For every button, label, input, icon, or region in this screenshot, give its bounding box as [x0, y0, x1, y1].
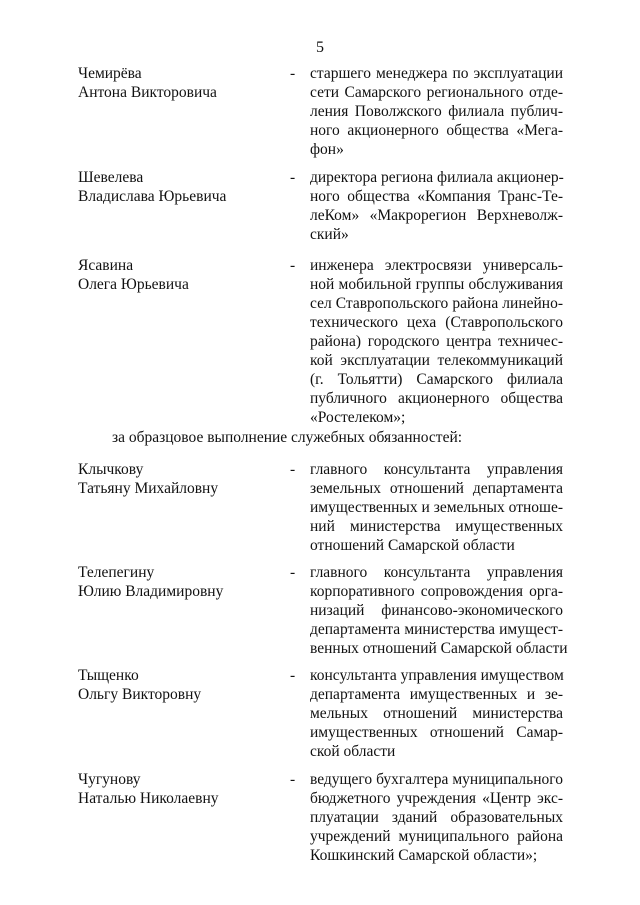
dash: -: [290, 257, 296, 274]
position-description: [310, 64, 563, 159]
description-line: фон»: [310, 141, 344, 158]
description-line: имущественных отношений Самар-: [310, 724, 563, 741]
description-line: ской области: [310, 743, 396, 760]
description-line: леКом» «Макрорегион Верхневолж-: [310, 207, 563, 224]
given-names: Антона Викторовича: [78, 84, 217, 101]
description-line: мельных отношений министерства: [310, 705, 563, 722]
description-line: учреждений муниципального района: [310, 828, 563, 845]
description-line: департамента министерства имущест-: [310, 621, 563, 638]
position-description: [310, 168, 563, 244]
description-line: «Ростелеком»;: [310, 409, 406, 426]
person-name: [78, 64, 278, 102]
person-name: [78, 666, 278, 704]
position-description: [310, 563, 568, 658]
position-description: [310, 770, 563, 865]
description-line: кой эксплуатации телекоммуникаций: [310, 352, 563, 369]
description-line: консультанта управления имуществом: [310, 667, 564, 684]
position-description: [310, 460, 563, 555]
dash: -: [290, 771, 296, 788]
position-description: [310, 666, 563, 761]
description-line: ний министерства имущественных: [310, 518, 563, 535]
surname: Чемирёва: [78, 65, 142, 82]
description-line: ного акционерного общества «Мега-: [310, 122, 563, 139]
person-name: [78, 256, 278, 294]
description-line: плуатации зданий образовательных: [310, 809, 563, 826]
surname: Ясавина: [78, 257, 134, 274]
description-line: венных отношений Самарской области: [310, 640, 568, 657]
description-line: (г. Тольятти) Самарского филиала: [310, 371, 563, 388]
description-line: низаций финансово-экономического: [310, 602, 563, 619]
person-name: [78, 168, 278, 206]
description-line: корпоративного сопровождения орга-: [310, 583, 563, 600]
surname: Шевелева: [78, 169, 144, 186]
description-line: инженера электросвязи универсаль-: [310, 257, 563, 274]
description-line: главного консультанта управления: [310, 564, 563, 581]
description-line: сел Ставропольского района линейно-: [310, 295, 563, 312]
person-name: [78, 563, 278, 601]
description-line: директора региона филиала акционер-: [310, 169, 564, 186]
person-name: [78, 460, 278, 498]
description-line: земельных отношений департамента: [310, 480, 563, 497]
given-names: Юлию Владимировну: [78, 583, 224, 600]
position-description: [310, 256, 563, 427]
description-line: имущественных и земельных отноше-: [310, 499, 563, 516]
description-line: района) городского центра техничес-: [310, 333, 563, 350]
given-names: Владислава Юрьевича: [78, 188, 227, 205]
description-line: сети Самарского регионального отде-: [310, 84, 563, 101]
description-line: старшего менеджера по эксплуатации: [310, 65, 563, 82]
person-name: [78, 770, 278, 808]
given-names: Олега Юрьевича: [78, 276, 189, 293]
dash: -: [290, 564, 296, 581]
dash: -: [290, 461, 296, 478]
surname: Чугунову: [78, 771, 141, 788]
surname: Клычкову: [78, 461, 144, 478]
description-line: бюджетного учреждения «Центр экс-: [310, 790, 563, 807]
description-line: Кошкинский Самарской области»;: [310, 847, 538, 864]
surname: Тыщенко: [78, 667, 139, 684]
section-heading: за образцовое выполнение служебных обязанностей:: [112, 429, 463, 446]
given-names: Наталью Николаевну: [78, 790, 219, 807]
description-line: ного общества «Компания Транс-Те-: [310, 188, 563, 205]
description-line: ления Поволжского филиала публич-: [310, 103, 563, 120]
description-line: технического цеха (Ставропольского: [310, 314, 563, 331]
dash: -: [290, 65, 296, 82]
description-line: департамента имущественных и зе-: [310, 686, 563, 703]
description-line: публичного акционерного общества: [310, 390, 563, 407]
description-line: главного консультанта управления: [310, 461, 563, 478]
given-names: Татьяну Михайловну: [78, 480, 219, 497]
dash: -: [290, 169, 296, 186]
description-line: отношений Самарской области: [310, 537, 515, 554]
surname: Телепегину: [78, 564, 155, 581]
description-line: ский»: [310, 226, 349, 243]
dash: -: [290, 667, 296, 684]
description-line: ведущего бухгалтера муниципального: [310, 771, 563, 788]
page-number: 5: [316, 39, 324, 56]
given-names: Ольгу Викторовну: [78, 686, 202, 703]
description-line: ной мобильной группы обслуживания: [310, 276, 563, 293]
